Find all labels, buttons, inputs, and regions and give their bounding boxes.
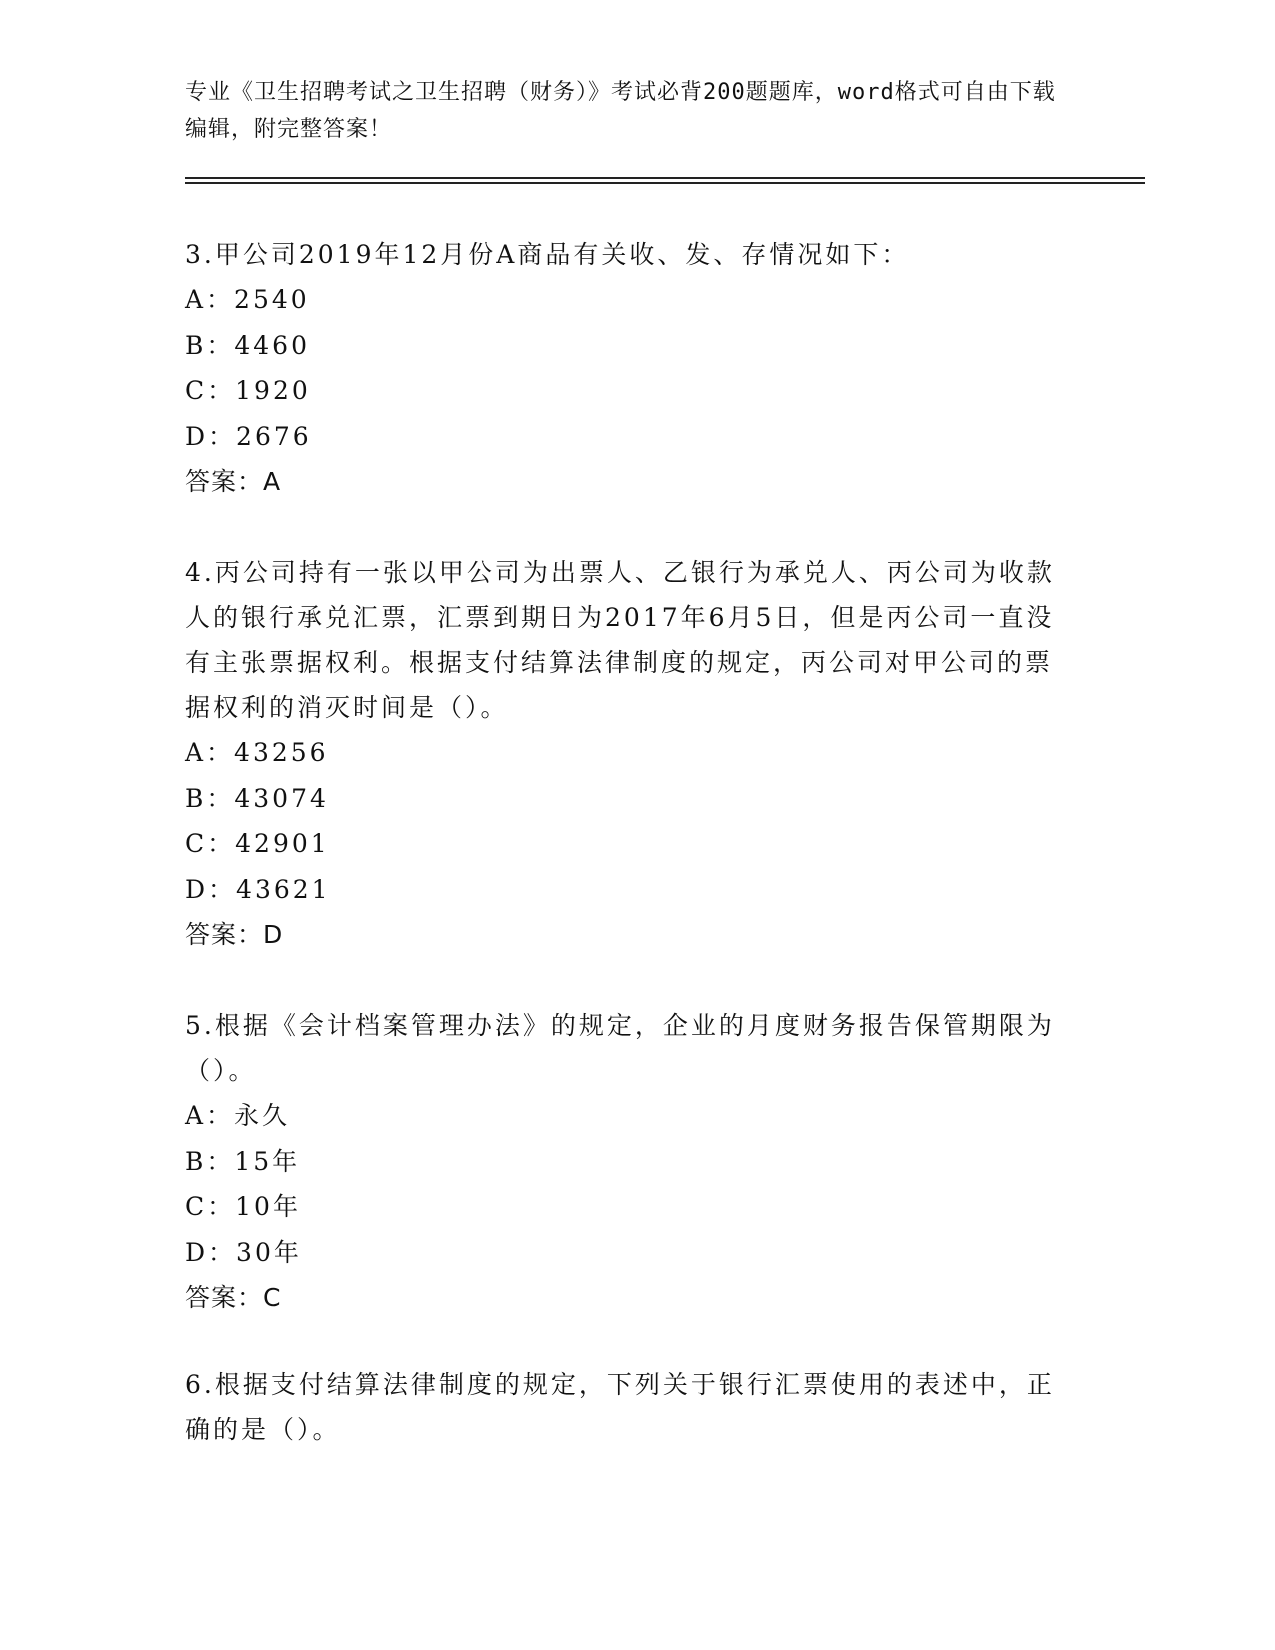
option-a: A：2540 <box>185 285 310 314</box>
question-stem: 4.丙公司持有一张以甲公司为出票人、乙银行为承兑人、丙公司为收款人的银行承兑汇票，汇票到期日为2017年6月5日，但是丙公司一直没有主张票据权利。根据支付结算法律制度的规定，丙公司对甲公司的票据权利的消灭时间是（）。 <box>185 558 1055 722</box>
option-a: A：永久 <box>185 1101 291 1130</box>
option-a: A：43256 <box>185 738 329 767</box>
option-c: C：42901 <box>185 829 330 858</box>
answer-line: 答案：D <box>185 920 284 949</box>
option-c: C：1920 <box>185 376 311 405</box>
option-b: B：43074 <box>185 783 329 813</box>
question-stem: 6.根据支付结算法律制度的规定，下列关于银行汇票使用的表述中，正确的是（）。 <box>185 1370 1055 1444</box>
question-6 <box>185 1362 1065 1452</box>
option-b: B：4460 <box>185 330 310 360</box>
question-stem: 5.根据《会计档案管理办法》的规定，企业的月度财务报告保管期限为（）。 <box>185 1011 1055 1085</box>
option-d: D：30年 <box>185 1237 302 1267</box>
option-d: D：2676 <box>185 421 312 451</box>
option-b: B：15年 <box>185 1146 301 1176</box>
answer-line: 答案：A <box>185 467 282 496</box>
document-header: 专业《卫生招聘考试之卫生招聘（财务）》考试必背200题题库，word格式可自由下载编辑，附完整答案！ <box>185 80 1056 142</box>
question-5 <box>185 1003 1065 1320</box>
answer-line: 答案：C <box>185 1283 282 1312</box>
question-3 <box>185 232 1065 504</box>
option-d: D：43621 <box>185 874 331 904</box>
header-divider-bottom <box>185 182 1145 184</box>
option-c: C：10年 <box>185 1192 301 1221</box>
question-stem: 3.甲公司2019年12月份A商品有关收、发、存情况如下： <box>185 240 910 269</box>
question-4 <box>185 550 1065 957</box>
header-divider-top <box>185 177 1145 179</box>
